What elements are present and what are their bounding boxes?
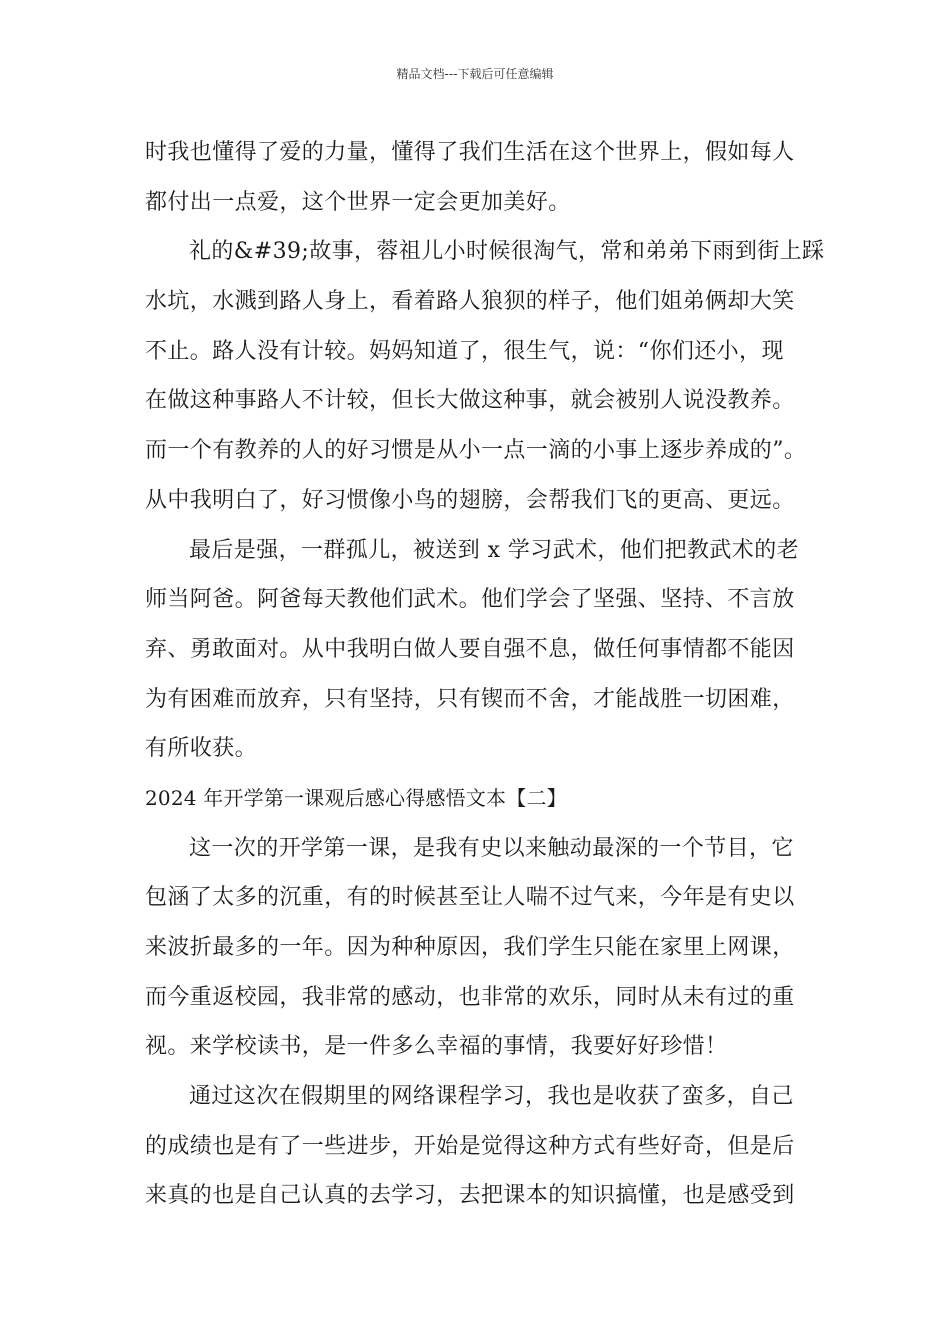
paragraph-start-line: 通过这次在假期里的网络课程学习，我也是收获了蛮多，自己 bbox=[189, 1084, 794, 1110]
text-line: 来真的也是自己认真的去学习，去把课本的知识搞懂，也是感受到 bbox=[145, 1183, 795, 1209]
text-line: 师当阿爸。阿爸每天教他们武术。他们学会了坚强、坚持、不言放 bbox=[145, 587, 795, 613]
document-body bbox=[145, 128, 825, 1221]
text-line: 视。来学校读书，是一件多么幸福的事情，我要好好珍惜！ bbox=[145, 1034, 728, 1060]
paragraph-start-line: 这一次的开学第一课，是我有史以来触动最深的一个节目，它 bbox=[189, 835, 794, 861]
paragraph-start-line: 最后是强，一群孤儿，被送到 x 学习武术，他们把教武术的老 bbox=[189, 537, 799, 563]
text-line: 时我也懂得了爱的力量，懂得了我们生活在这个世界上，假如每人 bbox=[145, 140, 795, 165]
text-line: 弃、勇敢面对。从中我明白做人要自强不息，做任何事情都不能因 bbox=[145, 636, 795, 662]
text-line: 而今重返校园，我非常的感动，也非常的欢乐，同时从未有过的重 bbox=[145, 984, 795, 1010]
section-heading: 2024 年开学第一课观后感心得感悟文本【二】 bbox=[145, 785, 567, 810]
text-line: 都付出一点爱，这个世界一定会更加美好。 bbox=[145, 189, 571, 215]
text-line: 的成绩也是有了一些进步，开始是觉得这种方式有些好奇，但是后 bbox=[145, 1133, 795, 1159]
text-line: 包涵了太多的沉重，有的时候甚至让人喘不过气来，今年是有史以 bbox=[145, 885, 795, 911]
text-line: 为有困难而放弃，只有坚持，只有锲而不舍，才能战胜一切困难， bbox=[145, 686, 795, 712]
text-line: 不止。路人没有计较。妈妈知道了，很生气，说：“你们还小，现 bbox=[145, 338, 784, 364]
page-header: 精品文档---下载后可任意编辑 bbox=[396, 67, 554, 81]
paragraph-start-line: 礼的&#39;故事，蓉祖儿小时候很淘气，常和弟弟下雨到街上踩 bbox=[189, 239, 825, 265]
text-line: 来波折最多的一年。因为种种原因，我们学生只能在家里上网课， bbox=[145, 935, 795, 960]
text-line: 从中我明白了，好习惯像小鸟的翅膀，会帮我们飞的更高、更远。 bbox=[145, 487, 795, 513]
text-line: 有所收获。 bbox=[145, 736, 258, 762]
text-line: 而一个有教养的人的好习惯是从小一点一滴的小事上逐步养成的”。 bbox=[145, 438, 807, 464]
text-line: 在做这种事路人不计较，但长大做这种事，就会被别人说没教养。 bbox=[145, 388, 795, 414]
text-line: 水坑，水溅到路人身上，看着路人狼狈的样子，他们姐弟俩却大笑 bbox=[145, 289, 795, 315]
